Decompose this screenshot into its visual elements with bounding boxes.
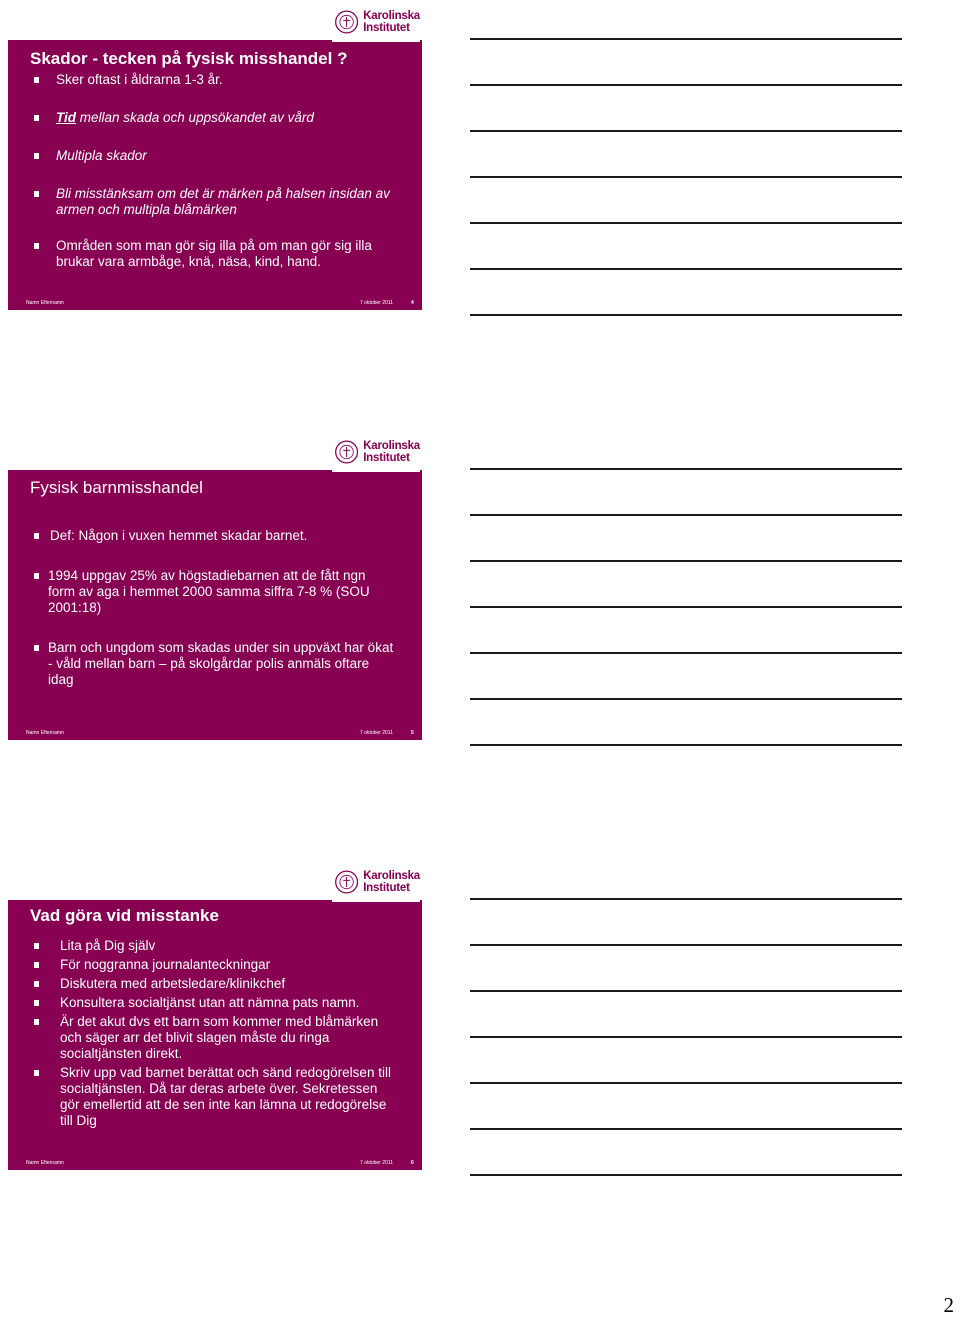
note-line xyxy=(470,944,902,946)
notes-lines-2 xyxy=(470,468,902,748)
bullet-list xyxy=(30,938,396,1129)
note-line xyxy=(470,606,902,608)
list-item: För noggranna journalanteckningar xyxy=(30,957,396,973)
list-item: Barn och ungdom som skadas under sin uppväxt har ökat - våld mellan barn – på skolgårdar polis anmäls oftare idag xyxy=(30,640,394,688)
list-item-text: mellan skada och uppsökandet av vård xyxy=(76,110,314,125)
karolinska-logo xyxy=(332,2,420,42)
slide-footer xyxy=(8,729,422,737)
footer-slide-number: 4 xyxy=(411,300,414,306)
emphasis-text: Tid xyxy=(56,110,76,125)
list-item: Lita på Dig själv xyxy=(30,938,396,954)
notes-lines-1 xyxy=(470,38,902,318)
note-line xyxy=(470,1128,902,1130)
logo-name-line1: Karolinska xyxy=(363,870,420,882)
slide-6 xyxy=(8,900,422,1170)
note-line xyxy=(470,698,902,700)
footer-name: Namn Efternamn xyxy=(26,1160,64,1166)
list-item xyxy=(30,110,394,126)
seal-icon xyxy=(334,7,359,37)
note-line xyxy=(470,38,902,40)
footer-date: 7 oktober 2011 xyxy=(360,730,393,736)
note-line xyxy=(470,744,902,746)
footer-date: 7 oktober 2011 xyxy=(360,300,393,306)
bullet-list xyxy=(30,72,394,270)
note-line xyxy=(470,990,902,992)
logo-name-line2: Institutet xyxy=(363,452,410,464)
slide-5 xyxy=(8,470,422,740)
note-line xyxy=(470,898,902,900)
slide-title: Skador - tecken på fysisk misshandel ? xyxy=(30,49,348,68)
footer-date: 7 oktober 2011 xyxy=(360,1160,393,1166)
list-item: 1994 uppgav 25% av högstadiebarnen att de fått ngn form av aga i hemmet 2000 samma siffra 7-8 % (SOU 2001:18) xyxy=(30,568,394,616)
footer-slide-number: 6 xyxy=(411,1160,414,1166)
note-line xyxy=(470,652,902,654)
slide-4 xyxy=(8,40,422,310)
note-line xyxy=(470,84,902,86)
note-line xyxy=(470,560,902,562)
note-line xyxy=(470,1036,902,1038)
list-item: Diskutera med arbetsledare/klinikchef xyxy=(30,976,396,992)
note-line xyxy=(470,176,902,178)
seal-icon xyxy=(334,437,359,467)
note-line xyxy=(470,222,902,224)
list-item: Sker oftast i åldrarna 1-3 år. xyxy=(30,72,394,88)
list-item: Multipla skador xyxy=(30,148,394,164)
list-item: Def: Någon i vuxen hemmet skadar barnet. xyxy=(30,528,394,544)
footer-name: Namn Efternamn xyxy=(26,730,64,736)
list-item: Områden som man gör sig illa på om man gör sig illa brukar vara armbåge, knä, näsa, kind, hand. xyxy=(30,238,394,270)
slide-footer xyxy=(8,1159,422,1167)
note-line xyxy=(470,130,902,132)
logo-name-line1: Karolinska xyxy=(363,10,420,22)
seal-icon xyxy=(334,867,359,897)
note-line xyxy=(470,268,902,270)
list-item: Bli misstänksam om det är märken på halsen insidan av armen och multipla blåmärken xyxy=(30,186,394,218)
page-number: 2 xyxy=(943,1293,954,1317)
note-line xyxy=(470,314,902,316)
note-line xyxy=(470,468,902,470)
notes-lines-3 xyxy=(470,898,902,1178)
slide-footer xyxy=(8,299,422,307)
footer-name: Namn Efternamn xyxy=(26,300,64,306)
note-line xyxy=(470,1174,902,1176)
note-line xyxy=(470,1082,902,1084)
karolinska-logo xyxy=(332,862,420,902)
footer-slide-number: 5 xyxy=(411,730,414,736)
slide-title: Fysisk barnmisshandel xyxy=(30,478,203,497)
karolinska-logo xyxy=(332,432,420,472)
list-item: Skriv upp vad barnet berättat och sänd redogörelsen till socialtjänsten. Då tar deras arbete över. Sekretessen gör emellertid att de sen inte kan lämna ut redogörelse till Dig xyxy=(30,1065,396,1129)
logo-name-line2: Institutet xyxy=(363,882,410,894)
bullet-list xyxy=(30,528,394,688)
list-item: Konsultera socialtjänst utan att nämna pats namn. xyxy=(30,995,396,1011)
list-item: Är det akut dvs ett barn som kommer med blåmärken och säger arr det blivit slagen måste du ringa socialtjänsten direkt. xyxy=(30,1014,396,1062)
logo-name-line1: Karolinska xyxy=(363,440,420,452)
logo-name-line2: Institutet xyxy=(363,22,410,34)
slide-title: Vad göra vid misstanke xyxy=(30,906,219,925)
note-line xyxy=(470,514,902,516)
